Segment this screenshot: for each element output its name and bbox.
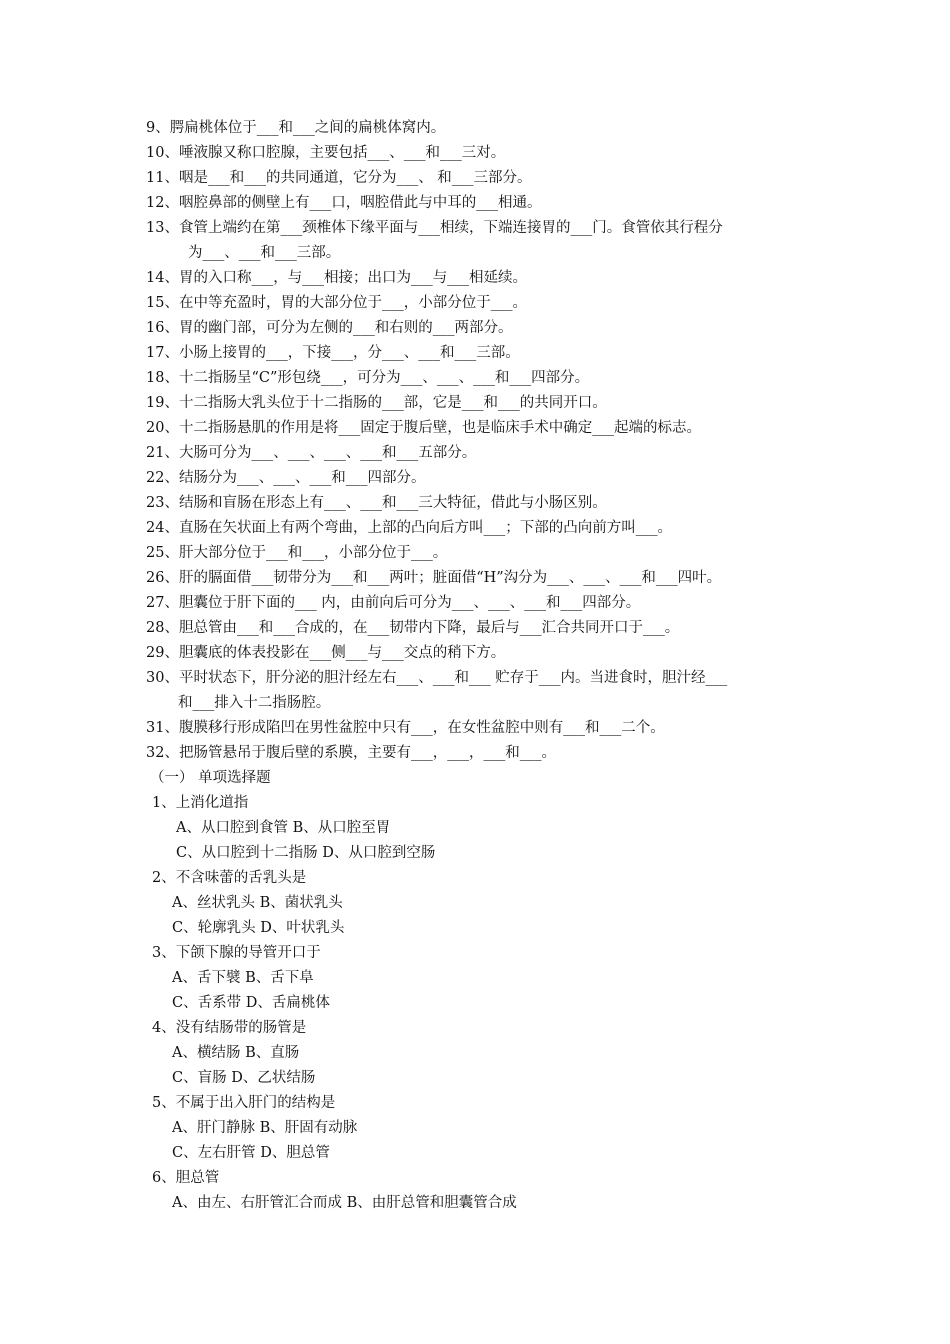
question-13-continued: 为___、___和___三部。 [188,245,341,261]
question-26: 26、肝的膈面借___韧带分为___和___两叶；脏面借“H”沟分为___、___、___和___四叶。 [146,570,722,586]
mcq-5-stem: 5、不属于出入肝门的结构是 [152,1095,336,1111]
mcq-5-options-cd: C、左右肝管 D、胆总管 [172,1145,330,1161]
question-22: 22、结肠分为___、___、___和___四部分。 [146,470,426,486]
question-32: 32、把肠管悬吊于腹后壁的系膜，主要有___，___，___和___。 [146,745,556,761]
mcq-1-options-ab: A、从口腔到食管 B、从口腔至胃 [176,820,391,836]
question-25: 25、肝大部分位于___和___，小部分位于___。 [146,545,448,561]
question-30-continued: 和___排入十二指肠腔。 [178,695,331,711]
question-12: 12、咽腔鼻部的侧壁上有___口，咽腔借此与中耳的___相通。 [146,195,542,211]
question-20: 20、十二指肠悬肌的作用是将___固定于腹后壁，也是临床手术中确定___起端的标志。 [146,420,701,436]
section-title: （一） 单项选择题 [150,770,271,786]
mcq-4-options-ab: A、横结肠 B、直肠 [172,1045,300,1061]
question-13: 13、食管上端约在第___颈椎体下缘平面与___相续，下端连接胃的___门。食管依其行程分 [146,220,723,236]
mcq-2-stem: 2、不含味蕾的舌乳头是 [152,870,307,886]
document-content [0,116,950,1216]
question-17: 17、小肠上接胃的___，下接___，分___、___和___三部。 [146,345,520,361]
question-10: 10、唾液腺又称口腔腺，主要包括___、___和___三对。 [146,145,506,161]
question-15: 15、在中等充盈时，胃的大部分位于___，小部分位于___。 [146,295,527,311]
mcq-4-options-cd: C、盲肠 D、乙状结肠 [172,1070,316,1086]
question-27: 27、胆囊位于肝下面的___ 内，由前向后可分为___、___、___和___四部分。 [146,595,641,611]
question-14: 14、胃的入口称___，与___相接；出口为___与___相延续。 [146,270,527,286]
question-16: 16、胃的幽门部，可分为左侧的___和右则的___两部分。 [146,320,513,336]
mcq-3-options-cd: C、舌系带 D、舌扁桃体 [172,995,330,1011]
question-21: 21、大肠可分为___、___、___、___和___五部分。 [146,445,477,461]
mcq-3-options-ab: A、舌下襞 B、舌下阜 [172,970,314,986]
mcq-2-options-cd: C、轮廓乳头 D、叶状乳头 [172,920,345,936]
mcq-3-stem: 3、下颌下腺的导管开口于 [152,945,321,961]
mcq-2-options-ab: A、丝状乳头 B、菌状乳头 [172,895,343,911]
question-23: 23、结肠和盲肠在形态上有___、___和___三大特征，借此与小肠区别。 [146,495,607,511]
question-11: 11、咽是___和___的共同通道，它分为___、 和___三部分。 [146,170,532,186]
question-30: 30、平时状态下，肝分泌的胆汁经左右___、___和___ 贮存于___内。当进食时，胆汁经___ [146,670,728,686]
mcq-6-options-ab: A、由左、右肝管汇合而成 B、由肝总管和胆囊管合成 [172,1195,517,1211]
mcq-1-options-cd: C、从口腔到十二指肠 D、从口腔到空肠 [176,845,436,861]
question-24: 24、直肠在矢状面上有两个弯曲，上部的凸向后方叫___；下部的凸向前方叫___。 [146,520,672,536]
question-18: 18、十二指肠呈“C”形包绕___，可分为___、___、___和___四部分。 [146,370,590,386]
mcq-1-stem: 1、上消化道指 [152,795,249,811]
question-29: 29、胆囊底的体表投影在___侧___与___交点的稍下方。 [146,645,506,661]
question-31: 31、腹膜移行形成陷凹在男性盆腔中只有___，在女性盆腔中则有___和___二个。 [146,720,665,736]
mcq-6-stem: 6、胆总管 [152,1170,220,1186]
mcq-4-stem: 4、没有结肠带的肠管是 [152,1020,307,1036]
question-28: 28、胆总管由___和___合成的，在___韧带内下降，最后与___汇合共同开口于___。 [146,620,680,636]
mcq-5-options-ab: A、肝门静脉 B、肝固有动脉 [172,1120,358,1136]
question-9: 9、腭扁桃体位于___和___之间的扁桃体窝内。 [146,120,446,136]
question-19: 19、十二指肠大乳头位于十二指肠的___部，它是___和___的共同开口。 [146,395,607,411]
